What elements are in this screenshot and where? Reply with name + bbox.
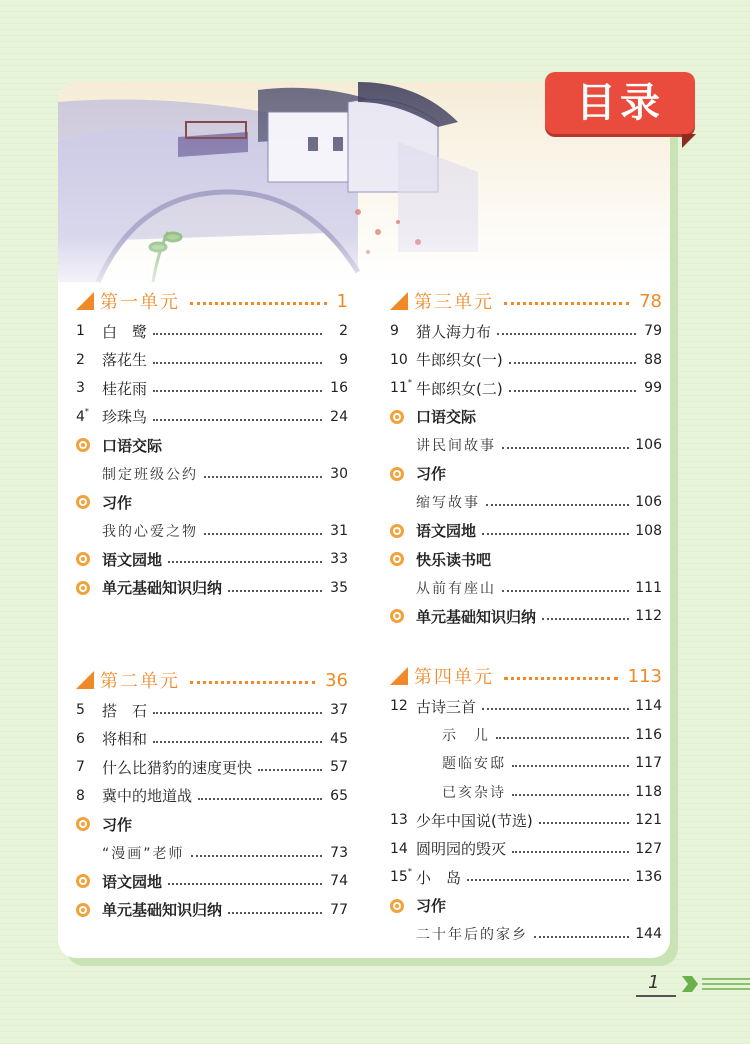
page-ref: 31 [330, 522, 348, 539]
circle-bullet-icon [390, 552, 404, 566]
leader-dots [204, 476, 322, 478]
toc-lesson-row[interactable] [76, 403, 348, 431]
page-ref: 99 [644, 380, 662, 396]
page-ref: 111 [635, 579, 662, 596]
page-ref: 30 [330, 465, 348, 482]
section-title: 习作 [102, 815, 133, 834]
section-title: 口语交际 [102, 436, 163, 455]
toc-section-row[interactable] [390, 602, 662, 630]
lesson-title: 小 岛 [416, 868, 462, 887]
toc-section-row[interactable] [390, 892, 662, 920]
lesson-number: 9 [390, 323, 399, 339]
sub-title: 讲民间故事 [416, 438, 496, 454]
toc-section-row[interactable] [390, 517, 662, 545]
section-title: 语文园地 [102, 872, 163, 891]
leader-dots [509, 362, 636, 364]
leader-dots [228, 590, 322, 592]
leader-dots [512, 851, 629, 853]
section-title: 单元基础知识归纳 [416, 607, 537, 626]
toc-lesson-row[interactable] [390, 863, 662, 891]
leader-dots [512, 765, 629, 767]
page-ref: 88 [644, 351, 662, 368]
leader-dots [153, 333, 322, 335]
leader-dots [534, 936, 629, 938]
sub-title: 制定班级公约 [102, 466, 198, 483]
page-ref: 16 [330, 380, 348, 396]
toc-lesson-row[interactable] [390, 317, 662, 345]
section-title: 语文园地 [416, 522, 477, 540]
circle-bullet-icon [390, 524, 404, 538]
toc-section-row[interactable] [390, 460, 662, 488]
toc-section-row[interactable] [76, 896, 348, 924]
triangle-marker-icon [76, 292, 94, 310]
unit-heading[interactable] [76, 665, 348, 695]
lesson-number: 6 [76, 730, 85, 747]
leader-dots [542, 618, 629, 620]
lesson-title: 珍珠鸟 [102, 408, 148, 426]
poem-title: 题临安邸 [442, 756, 506, 772]
lesson-number: 11 * [390, 378, 412, 396]
section-title: 口语交际 [416, 408, 477, 426]
toc-lesson-row[interactable] [76, 782, 348, 810]
circle-bullet-icon [76, 495, 90, 509]
lesson-title: 搭 石 [102, 701, 148, 720]
lesson-title: 牛郎织女(一) [416, 351, 503, 369]
leader-dots [190, 681, 315, 684]
toc-lesson-row[interactable] [390, 346, 662, 374]
leader-dots [258, 769, 322, 771]
page-ref: 33 [330, 551, 348, 567]
unit-page-number: 78 [639, 290, 662, 312]
unit-page-number: 36 [325, 669, 348, 691]
leader-dots [482, 708, 629, 710]
lesson-number: 3 [76, 380, 85, 396]
chevron-right-icon [678, 972, 750, 996]
page-ref: 136 [635, 869, 662, 885]
circle-bullet-icon [76, 874, 90, 888]
lesson-title: 古诗三首 [416, 697, 477, 716]
leader-dots [153, 419, 322, 421]
leader-dots [467, 879, 629, 881]
circle-bullet-icon [390, 899, 404, 913]
lesson-number: 2 [76, 351, 85, 368]
leader-dots [486, 504, 629, 506]
leader-dots [502, 447, 629, 449]
page-ref: 114 [635, 698, 662, 714]
section-title: 快乐读书吧 [416, 550, 492, 569]
page-ref: 35 [330, 579, 348, 596]
leader-dots [504, 302, 629, 305]
page-ref: 9 [339, 351, 348, 368]
triangle-marker-icon [390, 667, 408, 685]
leader-dots [509, 390, 636, 392]
lesson-title: 猎人海力布 [416, 322, 492, 341]
leader-dots [512, 794, 629, 796]
leader-dots [198, 798, 322, 800]
toc-section-row[interactable] [390, 545, 662, 573]
lesson-title: 牛郎织女(二) [416, 379, 503, 398]
unit-page-number: 113 [627, 665, 662, 687]
lesson-title: 冀中的地道战 [102, 787, 193, 805]
lesson-title: 白 鹭 [102, 322, 148, 341]
page-ref: 2 [339, 323, 348, 339]
circle-bullet-icon [76, 817, 90, 831]
lesson-title: 少年中国说(节选) [416, 811, 533, 830]
toc-section-row[interactable] [390, 403, 662, 431]
lesson-title: 落花生 [102, 351, 148, 369]
sub-title: 缩写故事 [416, 495, 480, 511]
leader-dots [539, 822, 630, 824]
section-title: 习作 [416, 465, 447, 483]
toc-lesson-row[interactable] [76, 696, 348, 724]
page-ref: 144 [635, 926, 662, 942]
leader-dots [482, 533, 629, 535]
toc-sub-row[interactable] [416, 431, 662, 459]
toc-sub-row[interactable] [416, 574, 662, 602]
unit-title: 第一单元 [100, 292, 180, 313]
toc-lesson-row[interactable] [390, 374, 662, 402]
toc-sub-row[interactable] [102, 839, 348, 867]
lesson-number: 15 * [390, 867, 412, 885]
page-ref: 116 [635, 726, 662, 743]
section-title: 单元基础知识归纳 [102, 579, 223, 597]
page-ref: 106 [635, 437, 662, 453]
lesson-number: 7 [76, 759, 85, 775]
page-ref: 106 [635, 494, 662, 510]
toc-section-row[interactable] [76, 574, 348, 602]
leader-dots [496, 737, 629, 739]
page-ref: 74 [330, 873, 348, 889]
page-number: 1 [648, 972, 660, 993]
lesson-number: 1 [76, 323, 85, 339]
lesson-title: 圆明园的毁灭 [416, 840, 507, 858]
leader-dots [168, 561, 322, 563]
section-title: 语文园地 [102, 550, 163, 569]
unit-heading[interactable] [76, 286, 348, 316]
page-ref: 24 [330, 408, 348, 425]
sub-title: “漫画”老师 [102, 845, 185, 862]
unit-page-number: 1 [336, 290, 348, 312]
leader-dots [190, 302, 327, 305]
page-ref: 127 [635, 840, 662, 857]
lesson-number: 5 [76, 702, 85, 718]
section-title: 习作 [416, 897, 447, 915]
toc-section-row[interactable] [76, 867, 348, 895]
poem-title: 示 儿 [442, 727, 490, 744]
toc-lesson-row[interactable] [76, 753, 348, 781]
leader-dots [153, 390, 322, 392]
toc-section-row[interactable] [76, 488, 348, 516]
toc-section-row[interactable] [76, 431, 348, 459]
lesson-number: 10 [390, 351, 408, 368]
page-ref: 117 [635, 755, 662, 771]
toc-poem-row[interactable] [442, 749, 662, 777]
toc-sub-row[interactable] [102, 517, 348, 545]
unit-heading[interactable] [390, 286, 662, 316]
page-ref: 65 [330, 787, 348, 804]
page-ref: 79 [644, 323, 662, 339]
page-ref: 37 [330, 702, 348, 718]
lesson-title: 什么比猎豹的速度更快 [102, 758, 253, 777]
toc-sub-row[interactable] [416, 920, 662, 948]
toc-lesson-row[interactable] [390, 806, 662, 834]
leader-dots [502, 590, 629, 592]
toc-poem-row[interactable] [442, 778, 662, 806]
page-ref: 73 [330, 844, 348, 861]
unit-heading[interactable] [390, 661, 662, 691]
unit-title: 第三单元 [414, 292, 494, 313]
lesson-number: 12 [390, 698, 408, 714]
circle-bullet-icon [76, 581, 90, 595]
leader-dots [153, 712, 322, 714]
star-marker: * [84, 406, 89, 416]
page-ref: 57 [330, 759, 348, 775]
star-marker: * [407, 867, 412, 876]
leader-dots [204, 533, 322, 535]
section-title: 习作 [102, 493, 133, 512]
toc-sub-row[interactable] [416, 488, 662, 516]
unit-title: 第二单元 [100, 671, 180, 692]
sub-title: 从前有座山 [416, 580, 496, 597]
leader-dots [504, 677, 618, 680]
page-number-underline [636, 995, 676, 997]
leader-dots [228, 912, 322, 914]
page-title: 目录 [576, 80, 664, 126]
triangle-marker-icon [76, 671, 94, 689]
toc-lesson-row[interactable] [390, 692, 662, 720]
toc-lesson-row[interactable] [76, 317, 348, 345]
circle-bullet-icon [390, 410, 404, 424]
circle-bullet-icon [76, 552, 90, 566]
leader-dots [191, 855, 322, 857]
lesson-number: 4 * [76, 406, 89, 425]
sub-title: 我的心爱之物 [102, 523, 198, 540]
star-marker: * [407, 378, 412, 387]
toc-lesson-row[interactable] [76, 346, 348, 374]
toc-lesson-row[interactable] [390, 835, 662, 863]
lesson-number: 13 [390, 812, 408, 828]
page-ref: 45 [330, 730, 348, 747]
toc-sub-row[interactable] [102, 460, 348, 488]
leader-dots [153, 741, 322, 743]
leader-dots [168, 883, 322, 885]
toc-lesson-row[interactable] [76, 374, 348, 402]
page-ref: 118 [635, 783, 662, 800]
page-ref: 77 [330, 901, 348, 918]
circle-bullet-icon [390, 609, 404, 623]
poem-title: 已亥杂诗 [442, 784, 506, 801]
circle-bullet-icon [390, 467, 404, 481]
sub-title: 二十年后的家乡 [416, 927, 528, 943]
lesson-title: 将相和 [102, 730, 148, 748]
toc-lesson-row[interactable] [76, 725, 348, 753]
lesson-number: 8 [76, 787, 85, 804]
lesson-number: 14 [390, 840, 408, 857]
circle-bullet-icon [76, 903, 90, 917]
toc-poem-row[interactable] [442, 721, 662, 749]
lesson-title: 桂花雨 [102, 379, 148, 398]
page-ref: 108 [635, 522, 662, 539]
page-ref: 121 [635, 812, 662, 828]
toc-section-row[interactable] [76, 810, 348, 838]
unit-title: 第四单元 [414, 667, 494, 688]
section-title: 单元基础知识归纳 [102, 901, 223, 919]
leader-dots [497, 333, 636, 335]
triangle-marker-icon [390, 292, 408, 310]
page-ref: 112 [635, 608, 662, 624]
title-tab [545, 72, 695, 134]
toc-section-row[interactable] [76, 545, 348, 573]
circle-bullet-icon [76, 438, 90, 452]
leader-dots [153, 362, 322, 364]
